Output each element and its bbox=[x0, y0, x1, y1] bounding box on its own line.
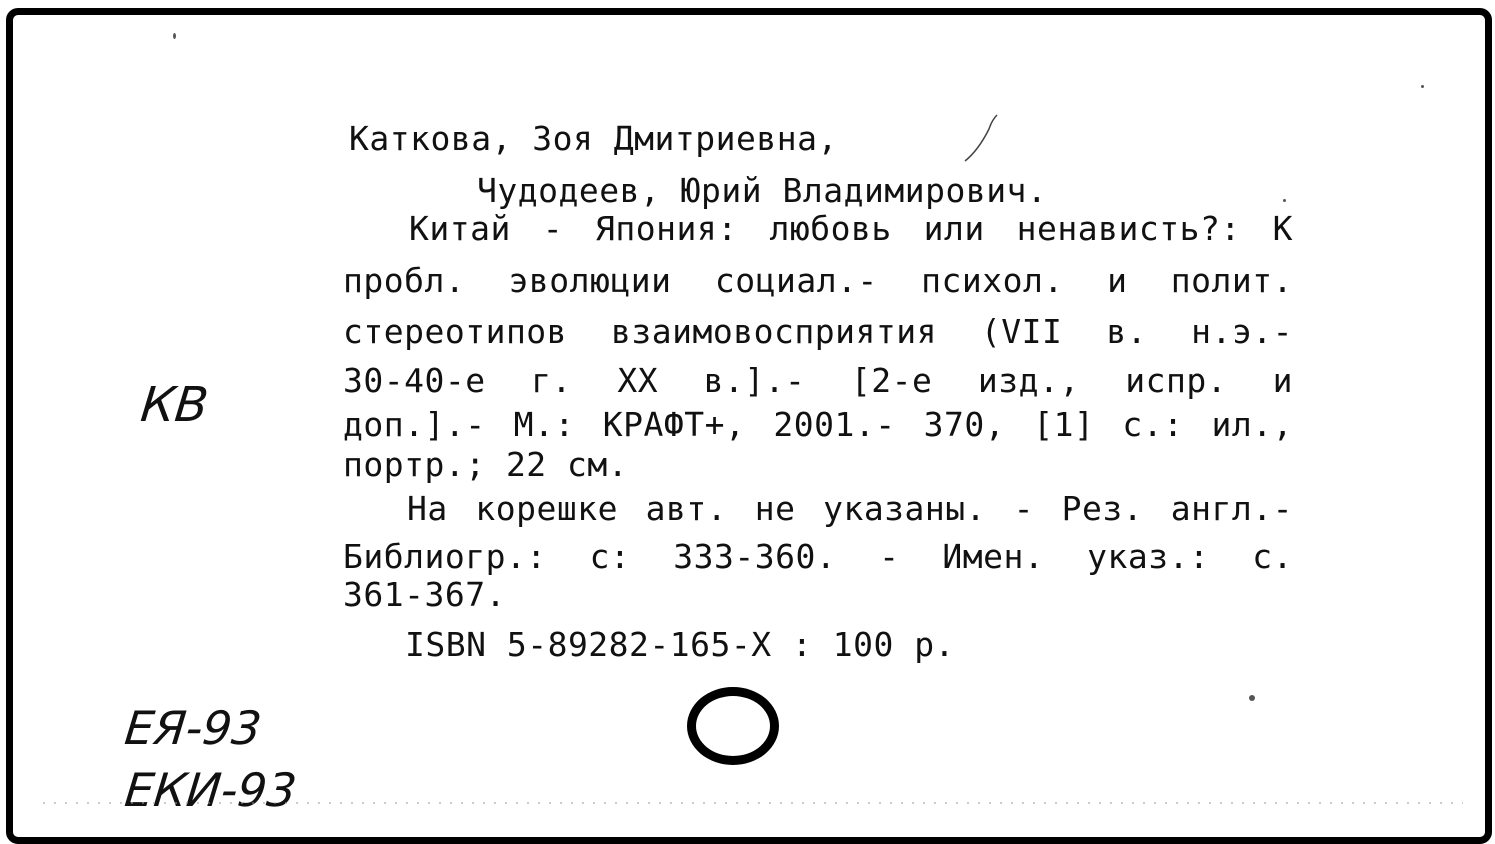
title-line-1: Китай - Япония: любовь или ненависть?: К bbox=[409, 209, 1293, 248]
author-line-1: Каткова, Зоя Дмитриевна, bbox=[349, 119, 838, 158]
isbn-line: ISBN 5-89282-165-X : 100 р. bbox=[405, 625, 955, 664]
ink-speck bbox=[173, 33, 176, 39]
pen-stroke-mark bbox=[953, 111, 1003, 171]
title-line-4: 30-40-е г. XX в.].- [2-е изд., испр. и bbox=[343, 361, 1293, 400]
ink-speck bbox=[1283, 199, 1286, 202]
notes-line-3: 361-367. bbox=[343, 575, 506, 614]
bottom-dotted-noise bbox=[43, 793, 1463, 813]
handwritten-code-1: ЕЯ-93 bbox=[122, 701, 265, 755]
notes-line-1: На корешке авт. не указаны. - Рез. англ.- bbox=[407, 489, 1293, 528]
author-line-2: Чудодеев, Юрий Владимирович. bbox=[477, 171, 1048, 210]
punch-hole bbox=[687, 687, 779, 765]
title-line-3: стереотипов взаимовосприятия (VII в. н.э.- bbox=[343, 312, 1293, 351]
handwritten-code-2: ЕКИ-93 bbox=[122, 763, 300, 817]
title-line-6: портр.; 22 см. bbox=[343, 445, 629, 484]
title-line-5: доп.].- М.: КРАФТ+, 2001.- 370, [1] с.: ил., bbox=[343, 405, 1293, 444]
handwritten-mark-kv: КВ bbox=[138, 377, 211, 433]
title-line-2: пробл. эволюции социал.- психол. и полит. bbox=[343, 261, 1293, 300]
ink-speck bbox=[1249, 695, 1255, 701]
ink-speck bbox=[1421, 85, 1424, 88]
notes-line-2: Библиогр.: с: 333-360. - Имен. указ.: с. bbox=[343, 537, 1293, 576]
catalog-card bbox=[6, 8, 1492, 844]
